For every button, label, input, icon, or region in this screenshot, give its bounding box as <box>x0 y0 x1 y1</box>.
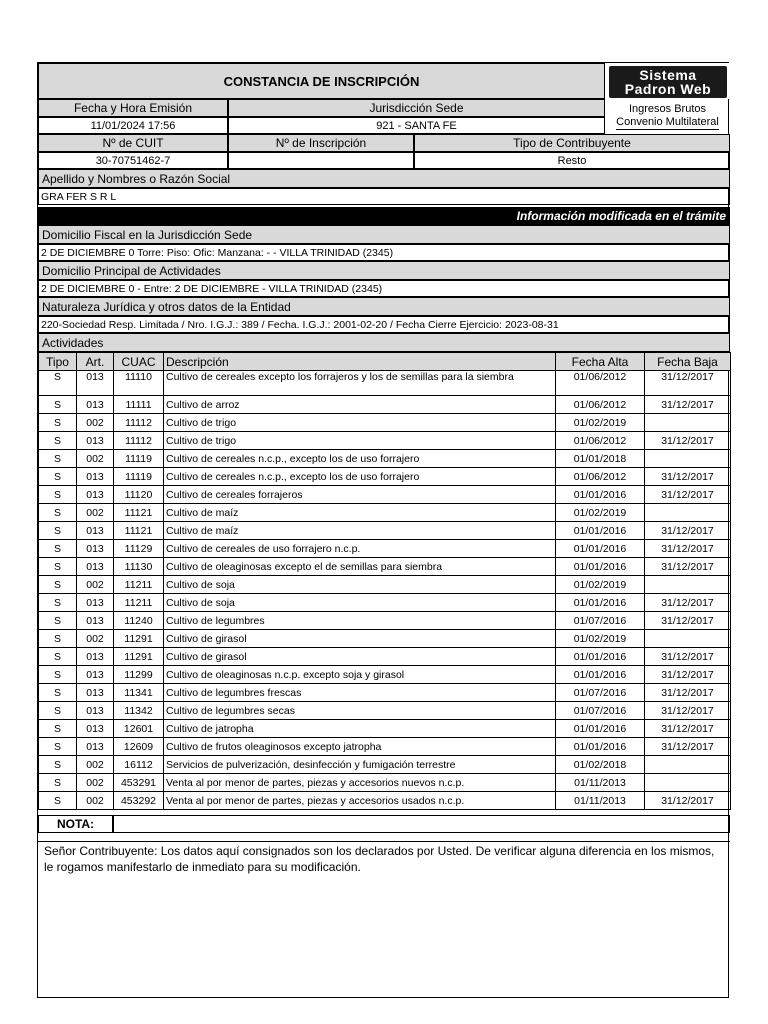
cuac-cell: 11299 <box>114 666 164 684</box>
activity-row <box>39 720 731 738</box>
activity-row <box>39 414 731 432</box>
descripcion-cell: Cultivo de cereales excepto los forrajeros y los de semillas para la siembra <box>164 371 556 396</box>
descripcion-cell: Cultivo de trigo <box>164 432 556 450</box>
descripcion-cell: Servicios de pulverización, desinfección y fumigación terrestre <box>164 756 556 774</box>
art-cell: 013 <box>77 468 114 486</box>
descripcion-cell: Cultivo de legumbres secas <box>164 702 556 720</box>
logo-line1: Sistema <box>639 67 697 83</box>
fecha-alta-cell: 01/01/2016 <box>556 486 645 504</box>
tipo-contribuyente-value: Resto <box>414 152 730 169</box>
domicilio-fiscal-label: Domicilio Fiscal en la Jurisdicción Sede <box>38 225 730 244</box>
activity-row <box>39 702 731 720</box>
fecha-alta-cell: 01/01/2016 <box>556 522 645 540</box>
art-cell: 002 <box>77 414 114 432</box>
fecha-alta-cell: 01/02/2019 <box>556 630 645 648</box>
cuac-cell: 11121 <box>114 504 164 522</box>
activity-row <box>39 450 731 468</box>
activity-row <box>39 774 731 792</box>
cuac-cell: 453292 <box>114 792 164 810</box>
razon-social-label: Apellido y Nombres o Razón Social <box>38 169 730 188</box>
art-cell: 002 <box>77 774 114 792</box>
fecha-alta-cell: 01/01/2018 <box>556 450 645 468</box>
fecha-alta-cell: 01/01/2016 <box>556 648 645 666</box>
logo-line2: Padron Web <box>624 81 712 97</box>
fecha-value: 11/01/2024 17:56 <box>38 117 228 134</box>
fecha-alta-cell: 01/11/2013 <box>556 792 645 810</box>
cuac-cell: 12601 <box>114 720 164 738</box>
fecha-alta-cell: 01/01/2016 <box>556 720 645 738</box>
cuit-label: Nº de CUIT <box>38 134 228 152</box>
fecha-alta-cell: 01/06/2012 <box>556 396 645 414</box>
fecha-baja-cell: 31/12/2017 <box>645 371 731 396</box>
tipo-cell: S <box>39 558 77 576</box>
document-title: CONSTANCIA DE INSCRIPCIÓN <box>38 63 605 99</box>
fecha-baja-cell: 31/12/2017 <box>645 558 731 576</box>
jurisdiccion-label: Jurisdicción Sede <box>228 99 605 117</box>
activity-row <box>39 756 731 774</box>
descripcion-cell: Cultivo de maíz <box>164 504 556 522</box>
tipo-contribuyente-label: Tipo de Contribuyente <box>414 134 730 152</box>
naturaleza-juridica-value: 220-Sociedad Resp. Limitada / Nro. I.G.J.: 389 / Fecha. I.G.J.: 2001-02-20 / Fecha Cierre Ejercicio: 2023-08-31 <box>38 316 730 333</box>
tipo-cell: S <box>39 432 77 450</box>
fecha-alta-cell: 01/06/2012 <box>556 468 645 486</box>
fecha-alta-cell: 01/02/2019 <box>556 414 645 432</box>
ib-line1: Ingresos Brutos <box>628 102 707 115</box>
art-cell: 002 <box>77 450 114 468</box>
activity-row <box>39 594 731 612</box>
fecha-alta-cell: 01/07/2016 <box>556 702 645 720</box>
fecha-alta-cell: 01/02/2019 <box>556 504 645 522</box>
activity-row <box>39 576 731 594</box>
descripcion-cell: Cultivo de oleaginosas n.c.p. excepto soja y girasol <box>164 666 556 684</box>
cuac-cell: 11342 <box>114 702 164 720</box>
domicilio-principal-label: Domicilio Principal de Actividades <box>38 261 730 280</box>
fecha-label: Fecha y Hora Emisión <box>38 99 228 117</box>
tipo-cell: S <box>39 738 77 756</box>
fecha-baja-cell <box>645 576 731 594</box>
certificate-frame <box>37 62 729 998</box>
cuac-cell: 11240 <box>114 612 164 630</box>
padron-web-logo <box>605 63 730 99</box>
cuac-cell: 11112 <box>114 432 164 450</box>
inscripcion-value <box>228 152 414 169</box>
razon-social-value: GRA FER S R L <box>38 188 730 205</box>
activity-row <box>39 558 731 576</box>
domicilio-fiscal-value: 2 DE DICIEMBRE 0 Torre: Piso: Ofic: Manzana: - - VILLA TRINIDAD (2345) <box>38 244 730 261</box>
activity-row <box>39 486 731 504</box>
fecha-baja-cell <box>645 414 731 432</box>
tipo-cell: S <box>39 468 77 486</box>
art-cell: 013 <box>77 666 114 684</box>
art-cell: 013 <box>77 720 114 738</box>
col-fecha-alta-header: Fecha Alta <box>556 353 645 371</box>
cuac-cell: 11119 <box>114 468 164 486</box>
cuac-cell: 11341 <box>114 684 164 702</box>
cuac-cell: 11121 <box>114 522 164 540</box>
tipo-cell: S <box>39 612 77 630</box>
fecha-baja-cell: 31/12/2017 <box>645 738 731 756</box>
col-art-header: Art. <box>77 353 114 371</box>
cuac-cell: 16112 <box>114 756 164 774</box>
descripcion-cell: Venta al por menor de partes, piezas y accesorios nuevos n.c.p. <box>164 774 556 792</box>
fecha-baja-cell: 31/12/2017 <box>645 648 731 666</box>
art-cell: 002 <box>77 504 114 522</box>
descripcion-cell: Cultivo de soja <box>164 576 556 594</box>
col-cuac-header: CUAC <box>114 353 164 371</box>
fecha-baja-cell: 31/12/2017 <box>645 612 731 630</box>
cuac-cell: 11130 <box>114 558 164 576</box>
fecha-alta-cell: 01/07/2016 <box>556 612 645 630</box>
cuac-cell: 11120 <box>114 486 164 504</box>
art-cell: 013 <box>77 648 114 666</box>
fecha-alta-cell: 01/01/2016 <box>556 738 645 756</box>
descripcion-cell: Cultivo de frutos oleaginosos excepto jatropha <box>164 738 556 756</box>
descripcion-cell: Cultivo de legumbres <box>164 612 556 630</box>
descripcion-cell: Cultivo de soja <box>164 594 556 612</box>
art-cell: 002 <box>77 756 114 774</box>
jurisdiccion-value: 921 - SANTA FE <box>228 117 605 134</box>
naturaleza-juridica-label: Naturaleza Jurídica y otros datos de la Entidad <box>38 297 730 316</box>
modified-info-banner: Información modificada en el trámite <box>38 207 730 225</box>
activity-row <box>39 468 731 486</box>
descripcion-cell: Cultivo de arroz <box>164 396 556 414</box>
tipo-cell: S <box>39 522 77 540</box>
ingresos-brutos-box <box>605 99 730 133</box>
col-descripcion-header: Descripción <box>164 353 556 371</box>
activities-header-row <box>39 353 731 371</box>
cuac-cell: 11129 <box>114 540 164 558</box>
tipo-cell: S <box>39 371 77 396</box>
contribuyente-notice: Señor Contribuyente: Los datos aquí consignados son los declarados por Usted. De verificar alguna diferencia en los mismos, le rogamos manifestarlo de inmediato para su modificación. <box>44 844 715 874</box>
art-cell: 013 <box>77 558 114 576</box>
descripcion-cell: Cultivo de legumbres frescas <box>164 684 556 702</box>
col-tipo-header: Tipo <box>39 353 77 371</box>
art-cell: 002 <box>77 630 114 648</box>
art-cell: 002 <box>77 792 114 810</box>
nota-value <box>113 815 730 833</box>
descripcion-cell: Venta al por menor de partes, piezas y accesorios usados n.c.p. <box>164 792 556 810</box>
ib-line2: Convenio Multilateral <box>616 115 719 128</box>
fecha-alta-cell: 01/01/2016 <box>556 558 645 576</box>
art-cell: 013 <box>77 486 114 504</box>
tipo-cell: S <box>39 540 77 558</box>
descripcion-cell: Cultivo de cereales n.c.p., excepto los de uso forrajero <box>164 450 556 468</box>
fecha-baja-cell: 31/12/2017 <box>645 468 731 486</box>
activity-row <box>39 504 731 522</box>
fecha-baja-cell: 31/12/2017 <box>645 792 731 810</box>
fecha-baja-cell: 31/12/2017 <box>645 666 731 684</box>
cuac-cell: 11291 <box>114 630 164 648</box>
cuac-cell: 11211 <box>114 594 164 612</box>
tipo-cell: S <box>39 648 77 666</box>
fecha-alta-cell: 01/02/2019 <box>556 576 645 594</box>
nota-label: NOTA: <box>38 815 113 833</box>
activity-row <box>39 738 731 756</box>
nota-spacer <box>38 833 730 842</box>
fecha-alta-cell: 01/06/2012 <box>556 371 645 396</box>
activity-row <box>39 371 731 396</box>
logo-badge <box>609 66 727 98</box>
inscripcion-label: Nº de Inscripción <box>228 134 414 152</box>
col-fecha-baja-header: Fecha Baja <box>645 353 731 371</box>
descripcion-cell: Cultivo de girasol <box>164 630 556 648</box>
descripcion-cell: Cultivo de trigo <box>164 414 556 432</box>
cuac-cell: 11211 <box>114 576 164 594</box>
tipo-cell: S <box>39 396 77 414</box>
cuac-cell: 11112 <box>114 414 164 432</box>
art-cell: 013 <box>77 371 114 396</box>
activity-row <box>39 612 731 630</box>
fecha-baja-cell <box>645 504 731 522</box>
art-cell: 013 <box>77 396 114 414</box>
descripcion-cell: Cultivo de oleaginosas excepto el de semillas para siembra <box>164 558 556 576</box>
fecha-baja-cell <box>645 450 731 468</box>
fecha-alta-cell: 01/06/2012 <box>556 432 645 450</box>
art-cell: 013 <box>77 684 114 702</box>
fecha-alta-cell: 01/01/2016 <box>556 540 645 558</box>
cuac-cell: 453291 <box>114 774 164 792</box>
cuac-cell: 12609 <box>114 738 164 756</box>
fecha-baja-cell: 31/12/2017 <box>645 486 731 504</box>
fecha-baja-cell: 31/12/2017 <box>645 396 731 414</box>
art-cell: 013 <box>77 432 114 450</box>
cuac-cell: 11119 <box>114 450 164 468</box>
cuac-cell: 11111 <box>114 396 164 414</box>
tipo-cell: S <box>39 576 77 594</box>
activity-row <box>39 666 731 684</box>
cuac-cell: 11291 <box>114 648 164 666</box>
tipo-cell: S <box>39 720 77 738</box>
descripcion-cell: Cultivo de jatropha <box>164 720 556 738</box>
fecha-alta-cell: 01/11/2013 <box>556 774 645 792</box>
tipo-cell: S <box>39 450 77 468</box>
tipo-cell: S <box>39 774 77 792</box>
fecha-baja-cell: 31/12/2017 <box>645 432 731 450</box>
activity-row <box>39 630 731 648</box>
art-cell: 013 <box>77 522 114 540</box>
art-cell: 013 <box>77 612 114 630</box>
fecha-baja-cell: 31/12/2017 <box>645 540 731 558</box>
fecha-alta-cell: 01/02/2018 <box>556 756 645 774</box>
descripcion-cell: Cultivo de girasol <box>164 648 556 666</box>
fecha-baja-cell: 31/12/2017 <box>645 702 731 720</box>
descripcion-cell: Cultivo de cereales de uso forrajero n.c.p. <box>164 540 556 558</box>
activity-row <box>39 432 731 450</box>
art-cell: 013 <box>77 738 114 756</box>
fecha-baja-cell: 31/12/2017 <box>645 522 731 540</box>
tipo-cell: S <box>39 414 77 432</box>
domicilio-principal-value: 2 DE DICIEMBRE 0 - Entre: 2 DE DICIEMBRE - VILLA TRINIDAD (2345) <box>38 280 730 297</box>
tipo-cell: S <box>39 756 77 774</box>
art-cell: 013 <box>77 594 114 612</box>
fecha-baja-cell <box>645 630 731 648</box>
activity-row <box>39 396 731 414</box>
tipo-cell: S <box>39 702 77 720</box>
tipo-cell: S <box>39 792 77 810</box>
actividades-label: Actividades <box>38 333 730 352</box>
activities-table-wrapper <box>38 352 730 812</box>
activity-row <box>39 648 731 666</box>
fecha-baja-cell: 31/12/2017 <box>645 594 731 612</box>
fecha-alta-cell: 01/07/2016 <box>556 684 645 702</box>
fecha-baja-cell <box>645 774 731 792</box>
tipo-cell: S <box>39 486 77 504</box>
tipo-cell: S <box>39 504 77 522</box>
fecha-alta-cell: 01/01/2016 <box>556 666 645 684</box>
art-cell: 013 <box>77 540 114 558</box>
descripcion-cell: Cultivo de cereales forrajeros <box>164 486 556 504</box>
activity-row <box>39 522 731 540</box>
activities-table <box>38 352 731 810</box>
activity-row <box>39 792 731 810</box>
activity-row <box>39 684 731 702</box>
activity-row <box>39 540 731 558</box>
tipo-cell: S <box>39 630 77 648</box>
art-cell: 013 <box>77 702 114 720</box>
fecha-baja-cell <box>645 756 731 774</box>
tipo-cell: S <box>39 594 77 612</box>
descripcion-cell: Cultivo de cereales n.c.p., excepto los de uso forrajero <box>164 468 556 486</box>
descripcion-cell: Cultivo de maíz <box>164 522 556 540</box>
art-cell: 002 <box>77 576 114 594</box>
fecha-baja-cell: 31/12/2017 <box>645 720 731 738</box>
tipo-cell: S <box>39 684 77 702</box>
cuac-cell: 11110 <box>114 371 164 396</box>
tipo-cell: S <box>39 666 77 684</box>
fecha-alta-cell: 01/01/2016 <box>556 594 645 612</box>
cuit-value: 30-70751462-7 <box>38 152 228 169</box>
fecha-baja-cell: 31/12/2017 <box>645 684 731 702</box>
